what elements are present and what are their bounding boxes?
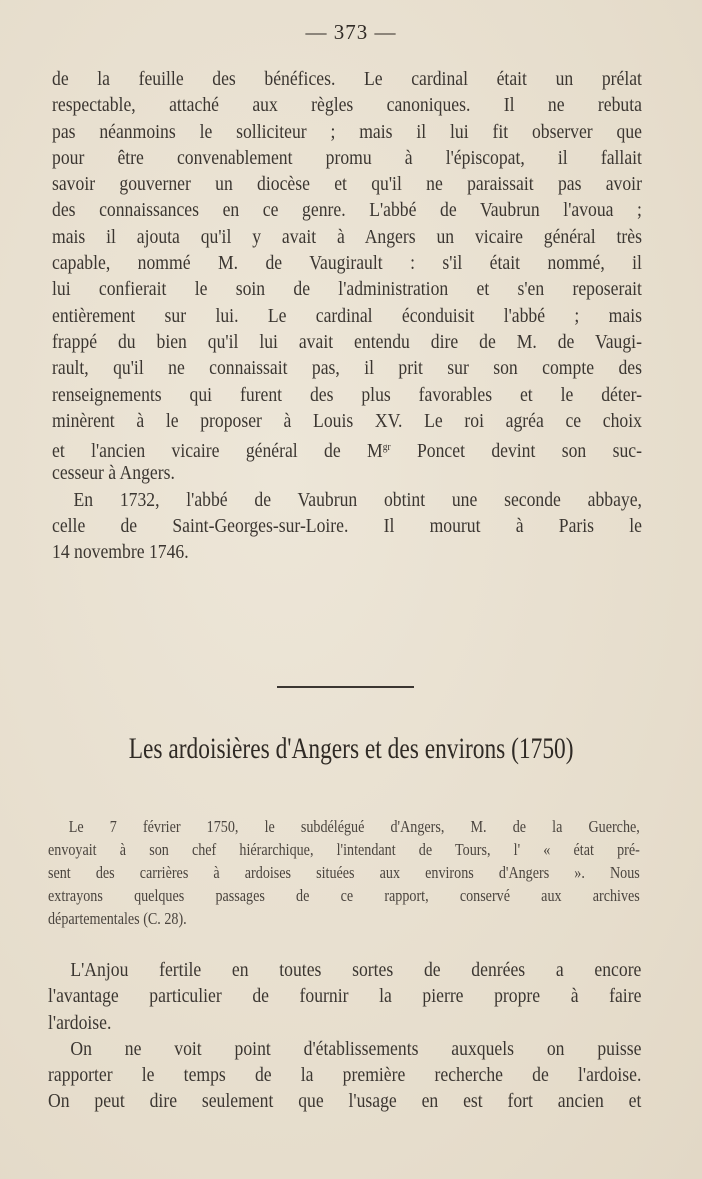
- text-line: des connaissances en ce genre. L'abbé de Vaubrun l'avoua ;: [52, 199, 642, 222]
- text-line-monseigneur: [52, 434, 642, 463]
- intro-line: Le 7 février 1750, le subdélégué d'Angers, M. de la Guerche,: [68, 817, 640, 836]
- previous-article-continuation: [52, 66, 642, 566]
- section-intro-small-print: [48, 815, 638, 930]
- text-line: minèrent à le proposer à Louis XV. Le roi agréa ce choix: [52, 409, 642, 432]
- text-line: de la feuille des bénéfices. Le cardinal était un prélat: [52, 68, 642, 90]
- text-fragment: Poncet devint son suc-: [390, 440, 642, 463]
- text-line: En 1732, l'abbé de Vaubrun obtint une seconde abbaye,: [73, 488, 642, 511]
- text-line: entièrement sur lui. Le cardinal éconduisit l'abbé ; mais: [52, 304, 642, 327]
- text-line: respectable, attaché aux règles canoniques. Il ne rebuta: [52, 94, 642, 117]
- section-heading: [0, 732, 702, 766]
- text-line: L'Anjou fertile en toutes sortes de denrées a encore: [70, 959, 642, 981]
- text-line: capable, nommé M. de Vaugirault : s'il était nommé, il: [52, 252, 642, 275]
- intro-line: extrayons quelques passages de ce rapport, conservé aux archives: [48, 886, 640, 905]
- text-line: l'ardoise.: [48, 1011, 112, 1034]
- text-line: mais il ajouta qu'il y avait à Angers un vicaire général très: [52, 225, 642, 248]
- text-line: 14 novembre 1746.: [52, 541, 189, 564]
- page-number: — 373 —: [305, 20, 397, 44]
- text-line: pour être convenablement promu à l'épiscopat, il fallait: [52, 146, 642, 169]
- text-line: On peut dire seulement que l'usage en est fort ancien et: [48, 1090, 642, 1113]
- text-line: celle de Saint-Georges-sur-Loire. Il mourut à Paris le: [52, 515, 642, 538]
- text-line: rault, qu'il ne connaissait pas, il prit sur son compte des: [52, 357, 642, 380]
- text-fragment: et l'ancien vicaire général de M: [52, 440, 383, 463]
- text-line: rapporter le temps de la première recherche de l'ardoise.: [48, 1064, 642, 1087]
- text-line: pas néanmoins le solliciteur ; mais il lui fit observer que: [52, 120, 642, 143]
- section-separator-rule: [277, 686, 414, 688]
- text-line: On ne voit point d'établissements auxquels on puisse: [70, 1037, 642, 1060]
- section-body-text: [48, 957, 642, 1115]
- text-line: savoir gouverner un diocèse et qu'il ne paraissait pas avoir: [52, 173, 642, 196]
- superscript-gr: gr: [382, 441, 391, 454]
- intro-line: sent des carrières à ardoises situées aux environs d'Angers ». Nous: [48, 863, 640, 882]
- text-line: renseignements qui furent des plus favorables et le déter-: [52, 383, 642, 406]
- intro-line: envoyait à son chef hiérarchique, l'intendant de Tours, l' « état pré-: [48, 840, 640, 859]
- text-line: frappé du bien qu'il lui avait entendu dire de M. de Vaugi-: [52, 330, 642, 353]
- text-line: lui confierait le soin de l'administration et s'en reposerait: [52, 278, 642, 301]
- intro-line: départementales (C. 28).: [48, 909, 187, 928]
- text-line: cesseur à Angers.: [52, 462, 175, 485]
- section-title: Les ardoisières d'Angers et des environs (1750): [128, 732, 574, 765]
- text-line: l'avantage particulier de fournir la pierre propre à faire: [48, 985, 642, 1008]
